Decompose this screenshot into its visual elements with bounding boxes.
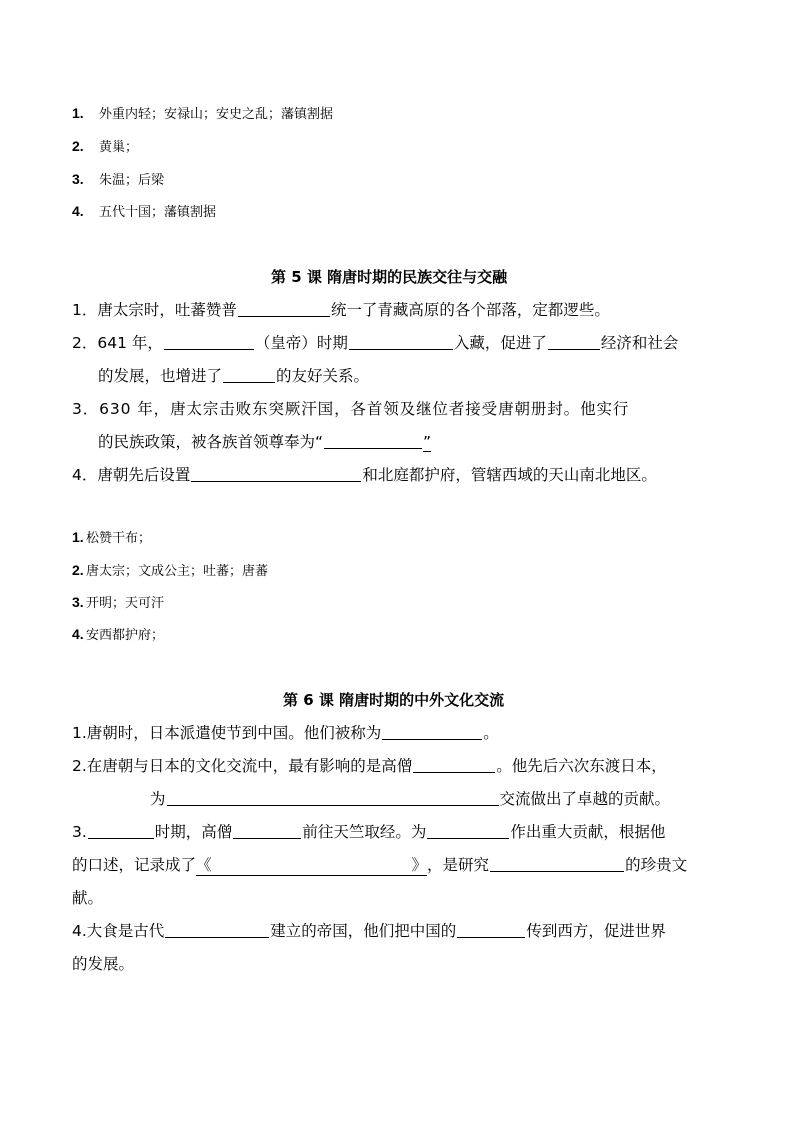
lesson6-question-3	[72, 820, 665, 842]
question-text: 的口述，记录成了	[72, 856, 197, 874]
lesson5-question-2	[72, 331, 678, 353]
lesson6-question-1	[72, 721, 499, 743]
lesson5-question-2-cont	[98, 364, 369, 386]
answer-item	[72, 624, 164, 643]
question-text: 的民族政策，被各族首领尊奉为“	[98, 433, 324, 451]
question-text: 统一了青藏高原的各个部落，定都逻些。	[330, 301, 610, 319]
question-text: 的珍贵文	[625, 856, 688, 874]
answer-text: 开明；天可汗	[86, 596, 165, 611]
question-text: 献。	[72, 889, 104, 907]
answer-blank[interactable]	[548, 335, 600, 350]
question-text: 作出重大贡献，根据他	[510, 823, 666, 841]
answer-text: 外重内轻；安禄山；安史之乱；藩镇割据	[99, 107, 334, 122]
answer-blank[interactable]	[457, 923, 525, 938]
answer-blank[interactable]	[167, 791, 499, 806]
answer-item	[72, 103, 333, 122]
question-text: 入藏，促进了	[453, 334, 547, 352]
lesson5-question-1	[72, 298, 610, 320]
answer-blank[interactable]	[191, 467, 361, 482]
lesson6-question-2	[72, 754, 667, 776]
question-text: 的发展，也增进了	[98, 367, 223, 385]
answer-text: 黄巢；	[99, 140, 139, 155]
book-title-blank[interactable]	[196, 853, 427, 876]
question-text: 传到西方，促进世界	[526, 922, 666, 940]
answer-blank[interactable]	[427, 824, 509, 839]
answer-item	[72, 169, 164, 188]
answer-text: 唐太宗；文成公主；吐蕃；唐蕃	[86, 564, 269, 579]
question-text: 的发展。	[72, 955, 135, 973]
question-text: 的友好关系。	[276, 367, 370, 385]
question-text: 时期，高僧	[154, 823, 233, 841]
answer-blank[interactable]	[88, 824, 154, 839]
question-text: （皇帝）时期	[254, 334, 348, 352]
question-text: ，是研究	[427, 856, 490, 874]
answer-number: 4.	[72, 203, 84, 219]
answer-number: 2.	[72, 562, 84, 578]
answer-number: 3.	[72, 594, 84, 610]
question-text: 交流做出了卓越的贡献。	[499, 790, 671, 808]
answer-blank[interactable]	[324, 434, 422, 449]
lesson6-question-4	[72, 919, 666, 941]
answer-number: 1.	[72, 105, 84, 121]
answer-blank[interactable]	[413, 758, 495, 773]
answer-text: 安西都护府；	[86, 628, 165, 643]
answer-blank[interactable]	[349, 335, 453, 350]
question-text: 4．唐朝先后设置	[72, 466, 191, 484]
answer-blank[interactable]	[382, 725, 482, 740]
answer-text: 五代十国；藩镇割据	[99, 205, 217, 220]
lesson5-question-4	[72, 463, 657, 485]
answer-item	[72, 136, 138, 155]
lesson-5-title: 第 5 课 隋唐时期的民族交往与交融	[271, 268, 508, 286]
answer-blank[interactable]	[164, 335, 254, 350]
answer-item	[72, 201, 216, 220]
answer-number: 4.	[72, 626, 84, 642]
question-text: 1.唐朝时，日本派遣使节到中国。他们被称为	[72, 724, 382, 742]
lesson6-question-4-cont	[72, 952, 134, 974]
question-text: 。	[483, 724, 499, 742]
answer-text: 松赞干布；	[86, 531, 152, 546]
lesson5-question-3-cont	[98, 430, 431, 452]
answer-blank[interactable]	[165, 923, 269, 938]
lesson5-question-3	[72, 397, 629, 419]
answer-text: 朱温；后梁	[99, 173, 165, 188]
question-text: 前往天竺取经。为	[302, 823, 427, 841]
question-text: 》	[411, 856, 428, 874]
lesson6-question-3-cont2	[72, 886, 103, 908]
answer-item	[72, 527, 151, 546]
question-text: 《	[196, 856, 212, 874]
answer-blank[interactable]	[223, 368, 275, 383]
lesson-6-title: 第 6 课 隋唐时期的中外文化交流	[283, 691, 505, 709]
answer-number: 3.	[72, 171, 84, 187]
question-text: 3.	[72, 823, 87, 841]
question-text: 1．唐太宗时，吐蕃赞普	[72, 301, 237, 319]
question-text: 2．641 年，	[72, 334, 163, 352]
answer-number: 1.	[72, 529, 84, 545]
answer-item	[72, 592, 164, 611]
lesson6-question-3-cont	[72, 853, 687, 876]
answer-item	[72, 560, 268, 579]
lesson6-question-2-cont	[150, 787, 670, 809]
question-text: 3．630 年，唐太宗击败东突厥汗国，各首领及继位者接受唐朝册封。他实行	[72, 400, 630, 418]
question-text: 为	[150, 790, 166, 808]
question-text: 建立的帝国，他们把中国的	[270, 922, 457, 940]
question-text: 2.在唐朝与日本的文化交流中，最有影响的是高僧	[72, 757, 413, 775]
answer-blank[interactable]	[238, 302, 330, 317]
answer-blank[interactable]	[233, 824, 301, 839]
question-text: 经济和社会	[600, 334, 679, 352]
question-text: 4.大食是古代	[72, 922, 165, 940]
question-text: ”	[423, 433, 432, 451]
question-text: 和北庭都护府，管辖西域的天山南北地区。	[362, 466, 657, 484]
answer-number: 2.	[72, 138, 84, 154]
answer-blank[interactable]	[490, 857, 624, 872]
question-text: 。他先后六次东渡日本，	[496, 757, 667, 775]
